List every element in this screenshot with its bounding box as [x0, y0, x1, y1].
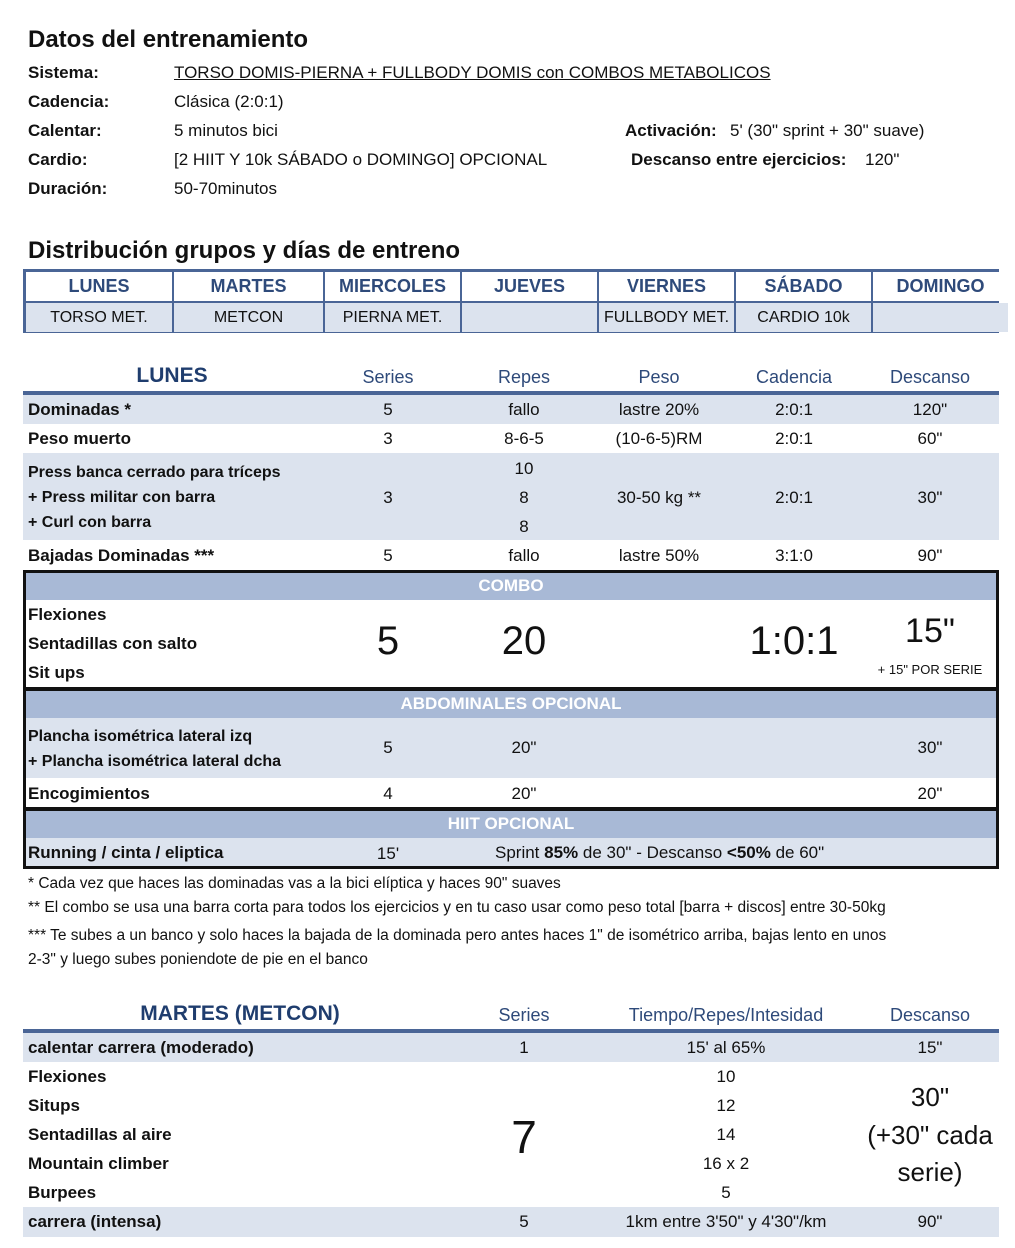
peso-cell: (10-6-5)RM: [615, 429, 703, 448]
series-cell: 5: [383, 546, 393, 565]
repes-cell: 8: [519, 488, 529, 507]
day-header: MARTES: [174, 272, 323, 301]
descanso-cell: 30": [917, 738, 943, 757]
day-header: MIERCOLES: [325, 272, 460, 301]
cadencia-cell: 3:1:0: [775, 546, 813, 565]
footnote: ** El combo se usa una barra corta para todos los ejercicios y en tu caso usar como peso total [barra + discos] entre 30-50kg: [28, 899, 886, 916]
combo-exercise: Sit ups: [28, 663, 85, 682]
repes-cell: fallo: [508, 546, 540, 565]
hiit-header: HIIT OPCIONAL: [25, 810, 997, 838]
combo-header: COMBO: [25, 572, 997, 600]
circuit-descanso: 30": [910, 1082, 950, 1112]
descanso-cell: 60": [917, 429, 943, 448]
repes-cell: 8-6-5: [504, 429, 544, 448]
exercise-name: Encogimientos: [28, 784, 150, 803]
circuit-exercise: Sentadillas al aire: [28, 1125, 172, 1144]
distribucion-title: Distribución grupos y días de entreno: [28, 237, 461, 264]
exercise-name: carrera (intensa): [28, 1212, 162, 1231]
descanso-cell: 90": [917, 1212, 943, 1231]
col-header-series: Series: [362, 367, 414, 387]
calentar-value: 5 minutos bici: [174, 121, 278, 140]
footnote: *** Te subes a un banco y solo haces la bajada de la dominada pero antes haces 1" de isométrico arriba, bajas lento en unos: [28, 927, 887, 944]
circuit-exercise: Burpees: [28, 1183, 97, 1202]
combo-series: 5: [376, 619, 400, 663]
circuit-descanso: serie): [897, 1157, 963, 1187]
series-cell: 3: [383, 488, 393, 507]
exercise-name: + Press militar con barra: [28, 489, 216, 506]
exercise-name: Plancha isométrica lateral izq: [28, 728, 253, 745]
tiempo-cell: 1km entre 3'50" y 4'30"/km: [625, 1212, 827, 1231]
activacion-label: Activación:: [625, 121, 717, 140]
footnote: * Cada vez que haces las dominadas vas a la bici elíptica y haces 90" suaves: [28, 875, 561, 892]
hiit-box: [23, 808, 999, 869]
combo-exercise: Sentadillas con salto: [28, 634, 198, 653]
cardio-label: Cardio:: [28, 150, 88, 169]
combo-cadencia: 1:0:1: [749, 619, 839, 663]
datos-title: Datos del entrenamiento: [28, 26, 309, 53]
exercise-name: Press banca cerrado para tríceps: [28, 464, 281, 481]
circuit-series: 7: [511, 1111, 537, 1163]
descanso-label: Descanso entre ejercicios:: [631, 150, 847, 169]
descanso-cell: 15": [917, 1038, 943, 1057]
hiit-description: Sprint 85% de 30" - Descanso <50% de 60": [495, 843, 825, 862]
series-cell: 5: [519, 1212, 529, 1231]
descanso-cell: 120": [912, 400, 948, 419]
repes-cell: 8: [519, 517, 529, 536]
exercise-name: Running / cinta / eliptica: [28, 843, 224, 862]
circuit-reps: 16 x 2: [702, 1154, 750, 1173]
circuit-exercise: Mountain climber: [28, 1154, 169, 1173]
circuit-reps: 5: [721, 1183, 731, 1202]
descanso-cell: 20": [917, 784, 943, 803]
footnote: 2-3" y luego subes poniendote de pie en el banco: [28, 951, 368, 968]
duracion-label: Duración:: [28, 179, 108, 198]
col-header-repes: Repes: [497, 367, 551, 387]
col-header-series: Series: [498, 1005, 550, 1025]
series-cell: 3: [383, 429, 393, 448]
repes-cell: 10: [514, 459, 534, 478]
cadencia-label: Cadencia:: [28, 92, 110, 111]
martes-title: MARTES (METCON): [140, 1002, 340, 1025]
repes-cell: 20": [511, 738, 537, 757]
sistema-value: TORSO DOMIS-PIERNA + FULLBODY DOMIS con COMBOS METABOLICOS: [174, 63, 771, 82]
abdominales-box: [23, 688, 999, 810]
day-header: JUEVES: [462, 272, 597, 301]
peso-cell: 30-50 kg **: [616, 488, 702, 507]
peso-cell: lastre 20%: [618, 400, 700, 419]
combo-descanso: 15": [905, 612, 955, 650]
combo-repes: 20: [501, 619, 547, 663]
combo-descanso-note: + 15" POR SERIE: [877, 662, 983, 677]
exercise-name: Dominadas *: [28, 400, 131, 419]
series-cell: 1: [519, 1038, 529, 1057]
cadencia-cell: 2:0:1: [775, 400, 813, 419]
day-header: LUNES: [26, 272, 172, 301]
cadencia-cell: 2:0:1: [775, 488, 813, 507]
descanso-cell: 30": [917, 488, 943, 507]
day-header: SÁBADO: [736, 272, 871, 301]
col-header-descanso: Descanso: [889, 1005, 971, 1025]
exercise-name: + Curl con barra: [28, 514, 152, 531]
combo-box: [23, 570, 999, 690]
col-header-tiempo: Tiempo/Repes/Intesidad: [628, 1005, 824, 1025]
cadencia-cell: 2:0:1: [775, 429, 813, 448]
duracion-value: 50-70minutos: [174, 179, 278, 198]
day-activity: [462, 303, 597, 332]
repes-cell: 20": [511, 784, 537, 803]
exercise-name: + Plancha isométrica lateral dcha: [28, 753, 282, 770]
circuit-exercise: Flexiones: [28, 1067, 107, 1086]
lunes-title: LUNES: [136, 364, 208, 387]
circuit-descanso: (+30" cada: [867, 1120, 993, 1150]
day-header: DOMINGO: [873, 272, 1008, 301]
day-activity: FULLBODY MET.: [599, 303, 734, 332]
col-header-peso: Peso: [638, 367, 680, 387]
activacion-value: 5' (30" sprint + 30" suave): [730, 121, 925, 140]
tiempo-cell: 15' al 65%: [686, 1038, 766, 1057]
col-header-descanso: Descanso: [889, 367, 971, 387]
descanso-value: 120": [865, 150, 900, 169]
circuit-reps: 12: [716, 1096, 736, 1115]
abdominales-header: ABDOMINALES OPCIONAL: [25, 690, 997, 718]
series-cell: 5: [383, 738, 393, 757]
peso-cell: lastre 50%: [618, 546, 700, 565]
week-table: [23, 269, 999, 333]
exercise-name: Bajadas Dominadas ***: [28, 546, 215, 565]
circuit-reps: 14: [716, 1125, 736, 1144]
exercise-name: calentar carrera (moderado): [28, 1038, 254, 1057]
circuit-reps: 10: [716, 1067, 736, 1086]
calentar-label: Calentar:: [28, 121, 102, 140]
exercise-name: Peso muerto: [28, 429, 131, 448]
sistema-label: Sistema:: [28, 63, 99, 82]
repes-cell: fallo: [508, 400, 540, 419]
day-activity: METCON: [174, 303, 323, 332]
col-header-cadencia: Cadencia: [755, 367, 833, 387]
day-activity: CARDIO 10k: [736, 303, 871, 332]
series-cell: 15': [376, 844, 400, 863]
combo-exercise: Flexiones: [28, 605, 107, 624]
descanso-cell: 90": [917, 546, 943, 565]
cadencia-value: Clásica (2:0:1): [174, 92, 284, 111]
day-activity: [873, 303, 1008, 332]
cardio-value: [2 HIIT Y 10k SÁBADO o DOMINGO] OPCIONAL: [174, 150, 548, 169]
day-header: VIERNES: [599, 272, 734, 301]
day-activity: TORSO MET.: [26, 303, 172, 332]
series-cell: 4: [383, 784, 393, 803]
series-cell: 5: [383, 400, 393, 419]
day-activity: PIERNA MET.: [325, 303, 460, 332]
circuit-exercise: Situps: [28, 1096, 80, 1115]
